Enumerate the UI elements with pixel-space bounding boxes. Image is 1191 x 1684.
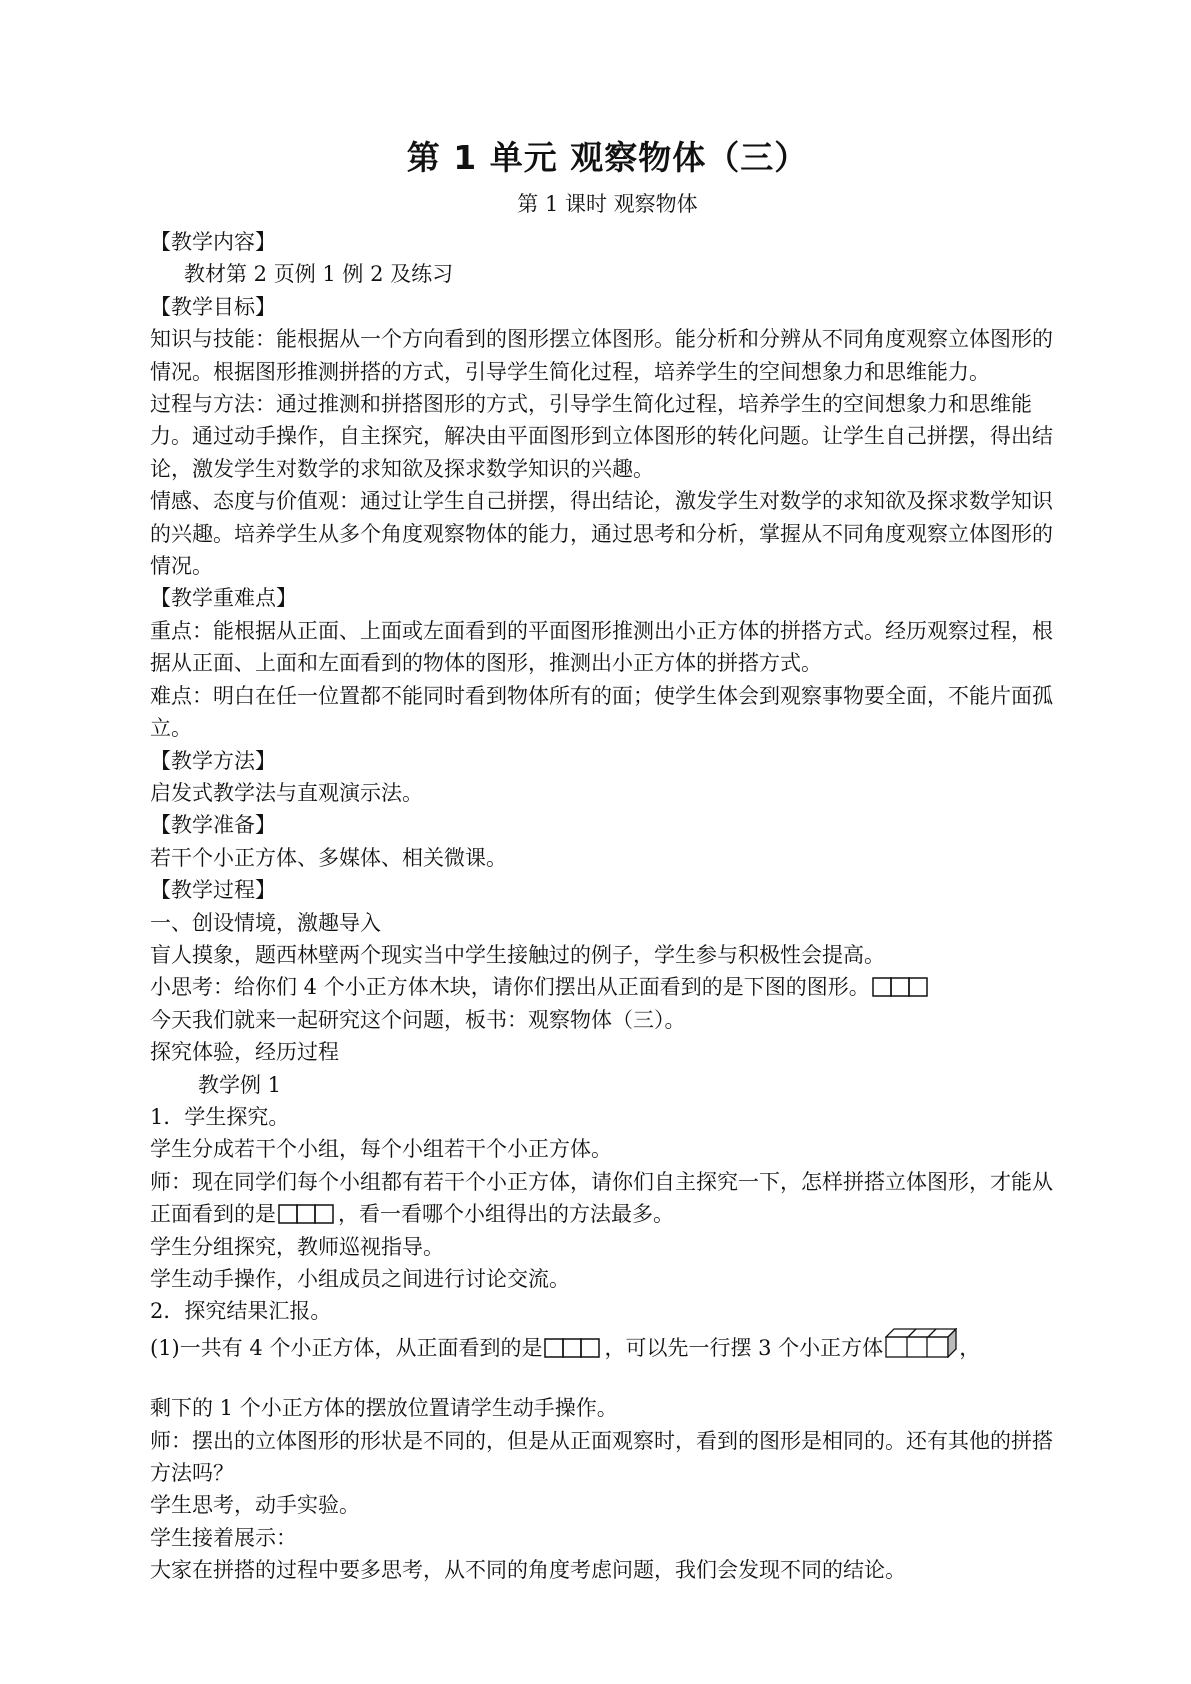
heading-keypoints: 【教学重难点】 xyxy=(150,586,297,611)
heading-method: 【教学方法】 xyxy=(150,748,276,773)
step2-para2: 剩下的 1 个小正方体的摆放位置请学生动手操作。 xyxy=(150,1396,618,1421)
heading-prep: 【教学准备】 xyxy=(150,813,276,838)
step1-para3: 学生分组探究，教师巡视指导。 xyxy=(150,1234,444,1259)
step2-para6: 大家在拼搭的过程中要多思考，从不同的角度考虑问题，我们会发现不同的结论。 xyxy=(150,1558,906,1583)
content-text: 教材第 2 页例 1 例 2 及练习 xyxy=(184,262,454,287)
section1-para2 xyxy=(150,971,1065,1003)
section1-para2-text: 小思考：给你们 4 个小正方体木块，请你们摆出从正面看到的是下图的图形。 xyxy=(150,975,870,1000)
heading-process: 【教学过程】 xyxy=(150,878,276,903)
section1-title: 一、创设情境，激趣导入 xyxy=(150,910,381,935)
step1-para4: 学生动手操作，小组成员之间进行讨论交流。 xyxy=(150,1267,570,1291)
document-page xyxy=(150,134,1065,1587)
step1-para2-text-a: 师：现在同学们每个小组都有若干个小正方体，请你们自主探究一下，怎样拼搭立体图形，才能从正面看到的是 xyxy=(150,1169,1053,1227)
step1-title: 1．学生探究。 xyxy=(150,1104,290,1129)
goal-knowledge: 知识与技能：能根据从一个方向看到的图形摆立体图形。能分析和分辨从不同角度观察立体图形的情况。根据图形推测拼搭的方式，引导学生简化过程，培养学生的空间想象力和思维能力。 xyxy=(150,327,1053,384)
three-squares-figure xyxy=(544,1338,602,1358)
heading-content: 【教学内容】 xyxy=(150,230,276,254)
step2-para4: 学生思考，动手实验。 xyxy=(150,1493,360,1518)
three-squares-figure xyxy=(872,977,930,997)
section2-title: 探究体验，经历过程 xyxy=(150,1040,339,1065)
section1-para3: 今天我们就来一起研究这个问题，板书：观察物体（三）。 xyxy=(150,1007,686,1032)
step2-para1-text-a: (1)一共有 4 个小正方体，从正面看到的是 xyxy=(150,1335,543,1360)
difficult-point: 难点：明白在任一位置都不能同时看到物体所有的面；使学生体会到观察事物要全面，不能片面孤立。 xyxy=(150,683,1053,741)
step1-para2 xyxy=(150,1166,1065,1231)
step2-para5: 学生接着展示： xyxy=(150,1525,297,1550)
three-cubes-figure xyxy=(885,1328,957,1358)
step1-para1: 学生分成若干个小组，每个小组若干个小正方体。 xyxy=(150,1137,612,1162)
goal-process: 过程与方法：通过推测和拼搭图形的方式，引导学生简化过程，培养学生的空间想象力和思维能力。通过动手操作，自主探究，解决由平面图形到立体图形的转化问题。让学生自己拼摆，得出结论，激发学生对数学的求知欲及探求数学知识的兴趣。 xyxy=(150,392,1053,481)
page-title: 第 1 单元 观察物体（三） xyxy=(406,138,809,177)
step2-para3: 师：摆出的立体图形的形状是不同的，但是从正面观察时，看到的图形是相同的。还有其他的拼搭方法吗？ xyxy=(150,1428,1053,1486)
heading-goals: 【教学目标】 xyxy=(150,294,276,319)
goal-emotion: 情感、态度与价值观：通过让学生自己拼摆，得出结论，激发学生对数学的求知欲及探求数学知识的兴趣。培养学生从多个角度观察物体的能力，通过思考和分析，掌握从不同角度观察立体图形的情况。 xyxy=(150,489,1053,579)
lesson-subtitle: 第 1 课时 观察物体 xyxy=(517,192,698,216)
section1-para1: 盲人摸象，题西林壁两个现实当中学生接触过的例子，学生参与积极性会提高。 xyxy=(150,942,885,967)
prep-text: 若干个小正方体、多媒体、相关微课。 xyxy=(150,845,507,870)
step2-para1-text-b: ，可以先一行摆 3 个小正方体 xyxy=(604,1335,884,1360)
figure-gap xyxy=(150,1364,1065,1392)
step2-para1-text-c: ， xyxy=(959,1335,981,1360)
step1-para2-text-b: ，看一看哪个小组得出的方法最多。 xyxy=(338,1202,674,1227)
step2-title: 2．探究结果汇报。 xyxy=(150,1299,332,1324)
method-text: 启发式教学法与直观演示法。 xyxy=(150,780,423,805)
key-point: 重点：能根据从正面、上面或左面看到的平面图形推测出小正方体的拼搭方式。经历观察过程，根据从正面、上面和左面看到的物体的图形，推测出小正方体的拼搭方式。 xyxy=(150,618,1053,676)
step2-para1 xyxy=(150,1328,1065,1364)
three-squares-figure xyxy=(278,1204,336,1224)
example1-title: 教学例 1 xyxy=(198,1072,282,1097)
